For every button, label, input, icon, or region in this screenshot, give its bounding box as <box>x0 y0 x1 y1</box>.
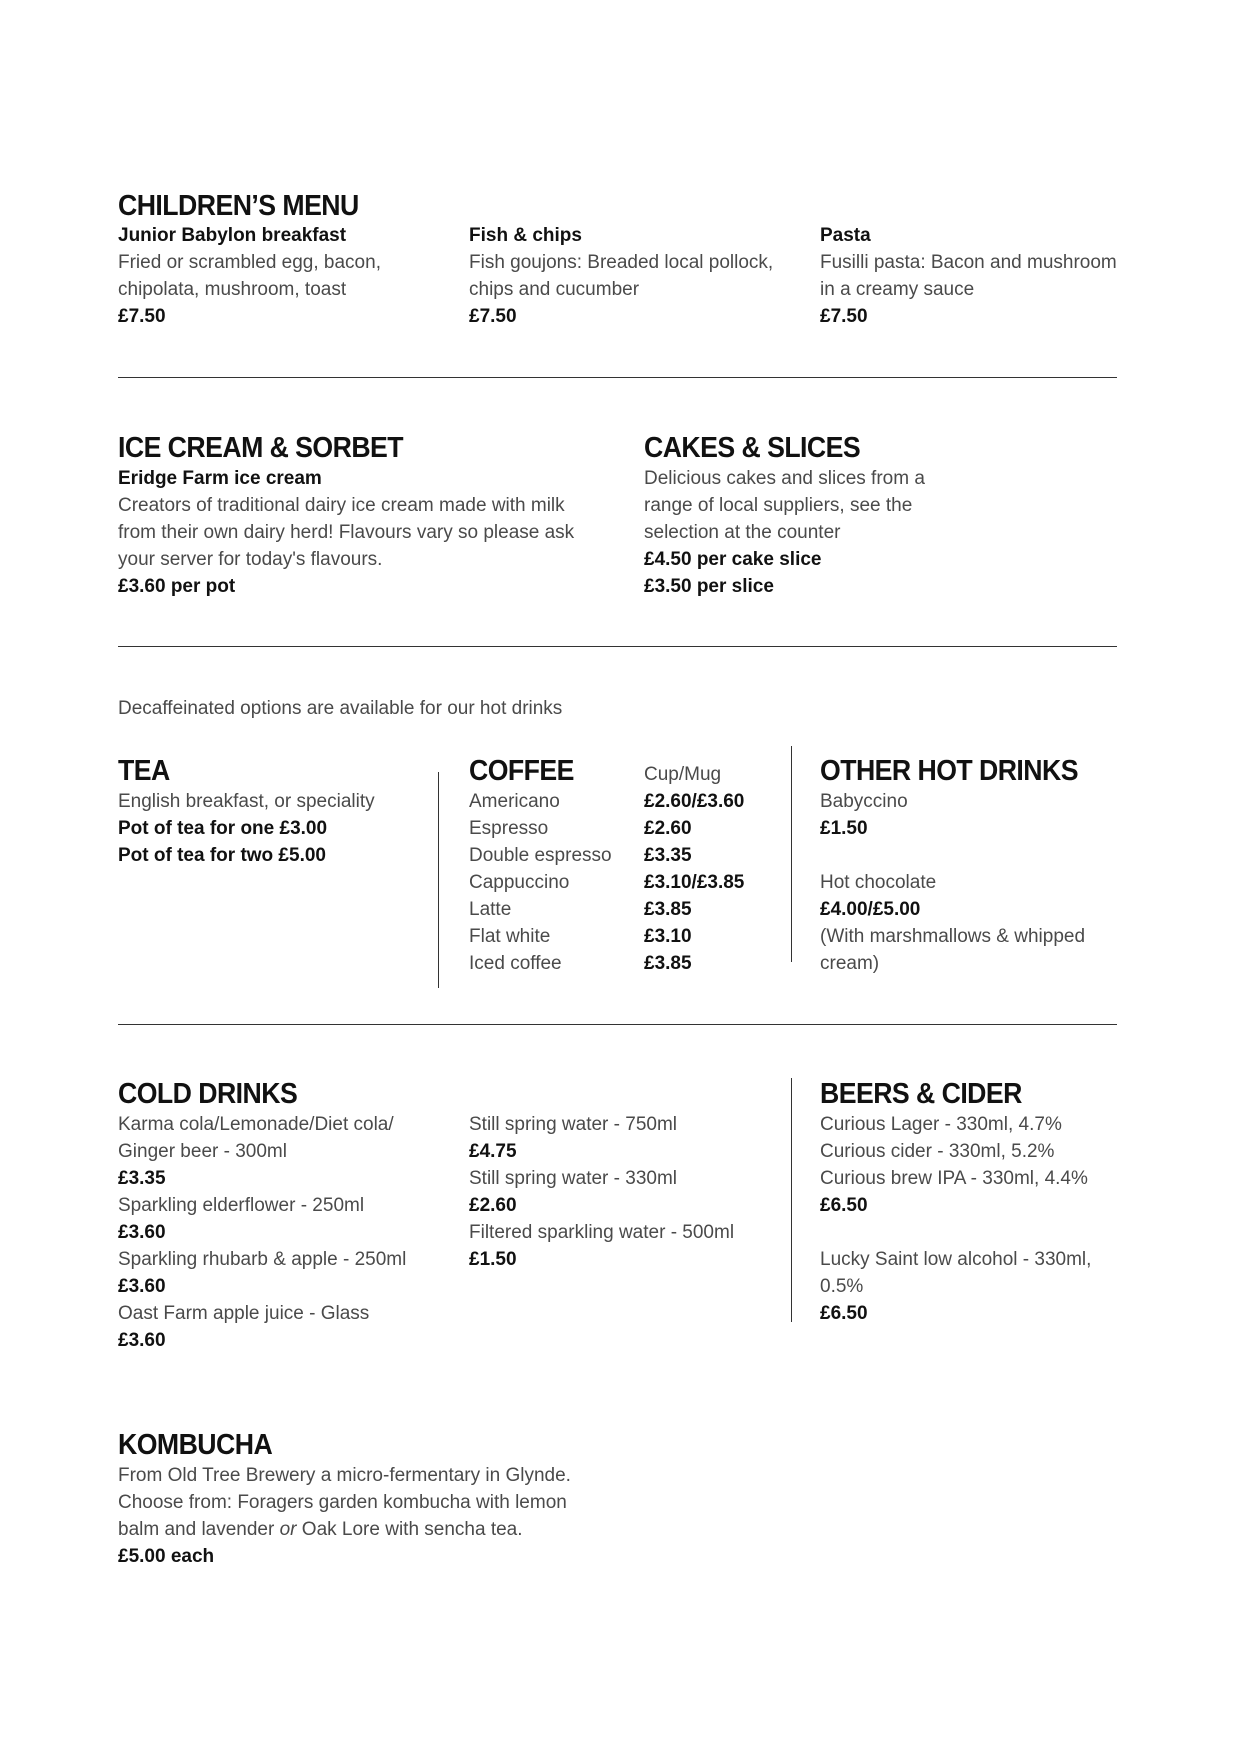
item-price: £3.60 per pot <box>118 576 236 597</box>
menu-item-junior-breakfast <box>118 222 381 330</box>
item-description <box>118 1516 571 1543</box>
item-price: £3.60 <box>118 1276 166 1297</box>
item-price: £1.50 <box>469 1249 517 1270</box>
item-note: cream) <box>820 953 880 974</box>
coffee-item-name: Espresso <box>469 818 549 839</box>
item-price: £6.50 <box>820 1195 868 1216</box>
section-divider <box>118 377 1117 378</box>
item-price: £3.35 <box>118 1168 166 1189</box>
section-divider <box>118 646 1117 647</box>
cold-drinks-right <box>469 1111 734 1273</box>
item-name: Junior Babylon breakfast <box>118 225 347 246</box>
item-note: (With marshmallows & whipped <box>820 926 1086 947</box>
item-price: £7.50 <box>118 306 166 327</box>
item-price: £7.50 <box>469 306 517 327</box>
kombucha-or: or <box>279 1519 297 1540</box>
ice-cream-block <box>118 465 574 600</box>
column-divider <box>438 772 439 988</box>
cold-drinks-left <box>118 1111 406 1354</box>
item-description: Delicious cakes and slices from a <box>644 468 925 489</box>
coffee-item-name: Cappuccino <box>469 872 570 893</box>
item-price: £2.60 <box>469 1195 517 1216</box>
item-description: Lucky Saint low alcohol - 330ml, <box>820 1249 1092 1270</box>
item-price: £4.50 per cake slice <box>644 549 822 570</box>
column-divider <box>791 746 792 962</box>
item-description: Curious brew IPA - 330ml, 4.4% <box>820 1168 1088 1189</box>
menu-item-pasta <box>820 222 1117 330</box>
item-description: your server for today's flavours. <box>118 549 383 570</box>
item-description: Curious Lager - 330ml, 4.7% <box>820 1114 1062 1135</box>
item-description: Ginger beer - 300ml <box>118 1141 287 1162</box>
coffee-item-price: £3.10 <box>644 926 692 947</box>
item-description: Choose from: Foragers garden kombucha with lemon <box>118 1492 567 1513</box>
item-description: English breakfast, or speciality <box>118 791 375 812</box>
item-price: £5.00 each <box>118 1546 215 1567</box>
kombucha-block <box>118 1462 571 1570</box>
item-price: £7.50 <box>820 306 868 327</box>
menu-item-fish-chips <box>469 222 773 330</box>
item-description: chipolata, mushroom, toast <box>118 279 347 300</box>
item-description: Karma cola/Lemonade/Diet cola/ <box>118 1114 394 1135</box>
item-name: Pasta <box>820 225 871 246</box>
coffee-item-name: Flat white <box>469 926 551 947</box>
item-description: Fried or scrambled egg, bacon, <box>118 252 381 273</box>
item-description: Still spring water - 750ml <box>469 1114 678 1135</box>
item-price: £4.00/£5.00 <box>820 899 921 920</box>
coffee-item-price: £2.60 <box>644 818 692 839</box>
coffee-item-price: £3.85 <box>644 899 692 920</box>
tea-block <box>118 788 375 869</box>
item-description: selection at the counter <box>644 522 841 543</box>
item-description: Sparkling elderflower - 250ml <box>118 1195 365 1216</box>
tea-heading: TEA <box>118 755 170 787</box>
item-description: Still spring water - 330ml <box>469 1168 678 1189</box>
item-description: chips and cucumber <box>469 279 640 300</box>
item-description: Curious cider - 330ml, 5.2% <box>820 1141 1055 1162</box>
cakes-heading: CAKES & SLICES <box>644 432 861 464</box>
coffee-item-price: £3.85 <box>644 953 692 974</box>
item-price: Pot of tea for two £5.00 <box>118 845 326 866</box>
kombucha-line3-end: Oak Lore with sencha tea. <box>296 1519 523 1540</box>
coffee-item-price: £3.10/£3.85 <box>644 872 745 893</box>
decaf-note: Decaffeinated options are available for our hot drinks <box>118 698 563 719</box>
kombucha-heading: KOMBUCHA <box>118 1429 273 1461</box>
item-description: Oast Farm apple juice - Glass <box>118 1303 370 1324</box>
coffee-item-name: Latte <box>469 899 512 920</box>
item-description: in a creamy sauce <box>820 279 975 300</box>
column-divider <box>791 1078 792 1322</box>
ice-cream-heading: ICE CREAM & SORBET <box>118 432 404 464</box>
item-name: Babyccino <box>820 791 908 812</box>
coffee-item-name: Double espresso <box>469 845 612 866</box>
coffee-item-price: £3.35 <box>644 845 692 866</box>
item-description: Sparkling rhubarb & apple - 250ml <box>118 1249 407 1270</box>
item-name: Hot chocolate <box>820 872 937 893</box>
coffee-item-name: Americano <box>469 791 560 812</box>
item-description: Fish goujons: Breaded local pollock, <box>469 252 774 273</box>
item-description: Filtered sparkling water - 500ml <box>469 1222 735 1243</box>
section-divider <box>118 1024 1117 1025</box>
item-price: £6.50 <box>820 1303 868 1324</box>
item-price: Pot of tea for one £3.00 <box>118 818 328 839</box>
beers-cider-block <box>820 1111 1091 1327</box>
item-price: £1.50 <box>820 818 868 839</box>
item-price: £4.75 <box>469 1141 517 1162</box>
childrens-menu-heading: CHILDREN’S MENU <box>118 190 359 222</box>
coffee-size-label: Cup/Mug <box>644 764 722 785</box>
cold-drinks-heading: COLD DRINKS <box>118 1078 298 1110</box>
item-name: Eridge Farm ice cream <box>118 468 322 489</box>
item-description: Fusilli pasta: Bacon and mushroom <box>820 252 1117 273</box>
other-hot-drinks-heading: OTHER HOT DRINKS <box>820 755 1078 787</box>
item-name: Fish & chips <box>469 225 582 246</box>
item-description: From Old Tree Brewery a micro-fermentary in Glynde. <box>118 1465 571 1486</box>
item-price: £3.50 per slice <box>644 576 774 597</box>
cakes-block <box>644 465 925 600</box>
coffee-prices <box>644 788 744 977</box>
other-hot-drinks-block <box>820 788 1085 977</box>
coffee-item-name: Iced coffee <box>469 953 562 974</box>
item-description: from their own dairy herd! Flavours vary so please ask <box>118 522 575 543</box>
item-description: Creators of traditional dairy ice cream made with milk <box>118 495 565 516</box>
item-description: range of local suppliers, see the <box>644 495 913 516</box>
kombucha-line3-start: balm and lavender <box>118 1519 280 1540</box>
item-price: £3.60 <box>118 1330 166 1351</box>
beers-cider-heading: BEERS & CIDER <box>820 1078 1022 1110</box>
coffee-item-price: £2.60/£3.60 <box>644 791 745 812</box>
coffee-heading: COFFEE <box>469 755 574 787</box>
coffee-names <box>469 788 612 977</box>
item-description: 0.5% <box>820 1276 864 1297</box>
item-price: £3.60 <box>118 1222 166 1243</box>
